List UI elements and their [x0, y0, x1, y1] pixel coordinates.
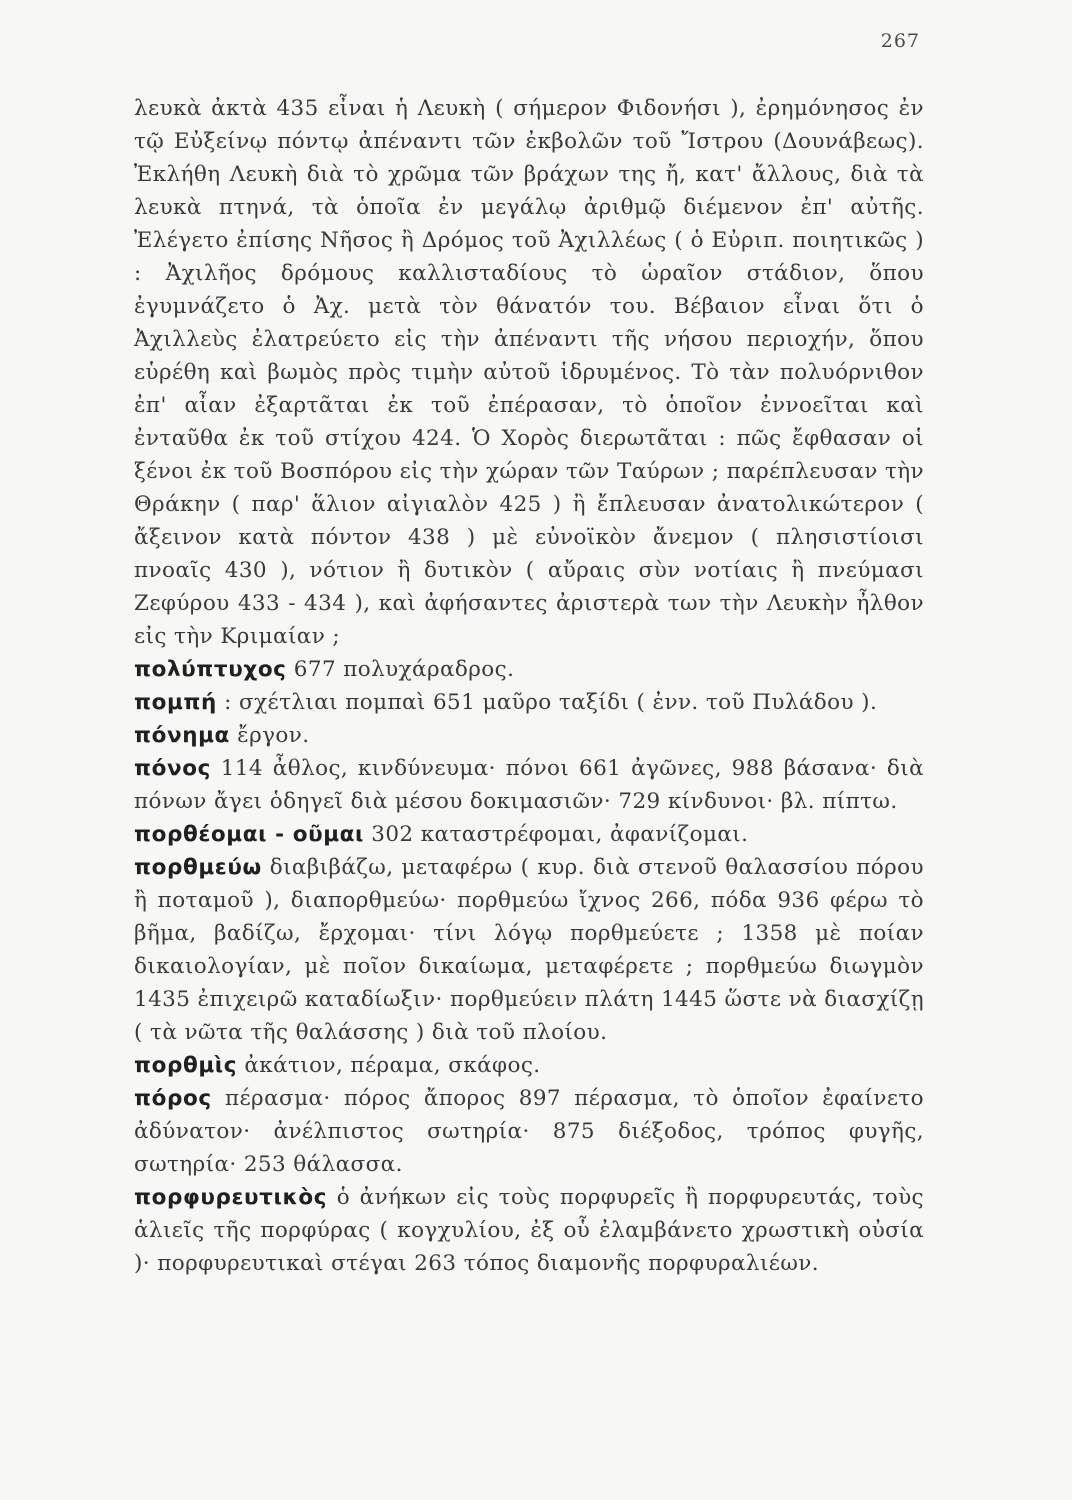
intro-paragraph: λευκὰ ἀκτὰ 435 εἶναι ἡ Λευκὴ ( σήμερον Φιδονήσι ), ἐρημόνησος ἐν τῷ Εὐξείνῳ πόντῳ ἀπέναντι τῶν ἐκβολῶν τοῦ Ἴστρου (Δουνάβεως). Ἐκλήθη Λευκὴ διὰ τὸ χρῶμα τῶν βράχων της ἤ, κατ' ἄλλους, διὰ τὰ λευκὰ πτηνά, τὰ ὁποῖα ἐν μεγάλῳ ἀριθμῷ διέμενον ἐπ' αὐτῆς. Ἐλέγετο ἐπίσης Νῆσος ἢ Δρόμος τοῦ Ἀχιλλέως ( ὁ Εὐριπ. ποιητικῶς ) : Ἀχιλῆος δρόμους καλλισταδίους τὸ ὡραῖον στάδιον, ὅπου ἐγυμνάζετο ὁ Ἀχ. μετὰ τὸν θάνατόν του. Βέβαιον εἶναι ὅτι ὁ Ἀχιλλεὺς ἐλατρεύετο εἰς τὴν ἀπέναντι τῆς νήσου περιοχήν, ὅπου εὑρέθη καὶ βωμὸς πρὸς τιμὴν αὐτοῦ ἱδρυμένος. Τὸ τὰν πολυόρνιθον ἐπ' αἶαν ἐξαρτᾶται ἐκ τοῦ ἐπέρασαν, τὸ ὁποῖον ἐννοεῖται καὶ ἐνταῦθα ἐκ τοῦ στίχου 424. Ὁ Χορὸς διερωτᾶται : πῶς ἔφθασαν οἱ ξένοι ἐκ τοῦ Βοσπόρου εἰς τὴν χώραν τῶν Ταύρων ; παρέπλευσαν τὴν Θράκην ( παρ' ἅλιον αἰγιαλὸν 425 ) ἢ ἔπλευσαν ἀνατολικώτερον ( ἄξεινον κατὰ πόντον 438 ) μὲ εὐνοϊκὸν ἄνεμον ( πλησιστίοισι πνοαῖς 430 ), νότιον ἢ δυτικὸν ( αὔραις σὺν νοτίαις ἢ πνεύμασι Ζεφύρου 433 - 434 ), καὶ ἀφήσαντες ἀριστερὰ των τὴν Λευκὴν ἦλθον εἰς τὴν Κριμαίαν ; — [134, 96, 924, 649]
entry-definition: ἀκάτιον, πέραμα, σκάφος. — [237, 1053, 541, 1078]
entry-definition: πέρασμα· πόρος ἄπορος 897 πέρασμα, τὸ ὁποῖον ἐφαίνετο ἀδύνατον· ἀνέλπιστος σωτηρία· 875 διέξοδος, τρόπος φυγῆς, σωτηρία· 253 θάλασσα. — [134, 1086, 924, 1177]
entry-definition: ἔργον. — [229, 723, 310, 748]
entry-definition: ὁ ἀνήκων εἰς τοὺς πορφυρεῖς ἢ πορφυρευτάς, τοὺς ἁλιεῖς τῆς πορφύρας ( κογχυλίου, ἐξ οὗ ἐλαμβάνετο χρωστικὴ οὐσία )· πορφυρευτικαὶ στέγαι 263 τόπος διαμονῆς πορφυραλιέων. — [134, 1185, 924, 1276]
page-number: 267 — [880, 30, 920, 52]
dictionary-entry — [134, 719, 924, 752]
dictionary-entry — [134, 686, 924, 719]
entry-headword: πόνος — [134, 756, 211, 781]
entry-headword: πορθμεύω — [134, 855, 262, 880]
entry-definition: διαβιβάζω, μεταφέρω ( κυρ. διὰ στενοῦ θαλασσίου πόρου ἢ ποταμοῦ ), διαπορθμεύω· πορθμεύω ἴχνος 266, πόδα 936 φέρω τὸ βῆμα, βαδίζω, ἔρχομαι· τίνι λόγῳ πορθμεύετε ; 1358 μὲ ποίαν δικαιολογίαν, μὲ ποῖον δικαίωμα, μεταφέρετε ; πορθμεύω διωγμὸν 1435 ἐπιχειρῶ καταδίωξιν· πορθμεύειν πλάτη 1445 ὥστε νὰ διασχίζῃ ( τὰ νῶτα τῆς θαλάσσης ) διὰ τοῦ πλοίου. — [134, 855, 924, 1045]
entry-definition: : σχέτλιαι πομπαὶ 651 μαῦρο ταξίδι ( ἐνν. τοῦ Πυλάδου ). — [216, 690, 878, 715]
entry-definition: 302 καταστρέφομαι, ἀφανίζομαι. — [364, 822, 749, 847]
dictionary-entry — [134, 1049, 924, 1082]
entry-headword: πορφυρευτικὸς — [134, 1185, 328, 1210]
entry-headword: πόρος — [134, 1086, 212, 1111]
entry-definition: 677 πολυχάραδρος. — [286, 657, 515, 682]
page-body — [134, 92, 924, 1280]
dictionary-entry — [134, 1181, 924, 1280]
entry-headword: πόνημα — [134, 723, 230, 748]
dictionary-entry — [134, 1082, 924, 1181]
dictionary-entry — [134, 653, 924, 686]
entry-headword: πολύπτυχος — [134, 657, 287, 682]
entry-headword: πομπή — [134, 690, 217, 715]
dictionary-entry — [134, 752, 924, 818]
dictionary-entry — [134, 851, 924, 1049]
entry-definition: 114 ἆθλος, κινδύνευμα· πόνοι 661 ἀγῶνες, 988 βάσανα· διὰ πόνων ἄγει ὁδηγεῖ διὰ μέσου δοκιμασιῶν· 729 κίνδυνοι· βλ. πίπτω. — [134, 756, 924, 814]
entry-headword: πορθμὶς — [134, 1053, 238, 1078]
dictionary-entry — [134, 818, 924, 851]
entry-headword: πορθέομαι - οῦμαι — [134, 822, 364, 847]
